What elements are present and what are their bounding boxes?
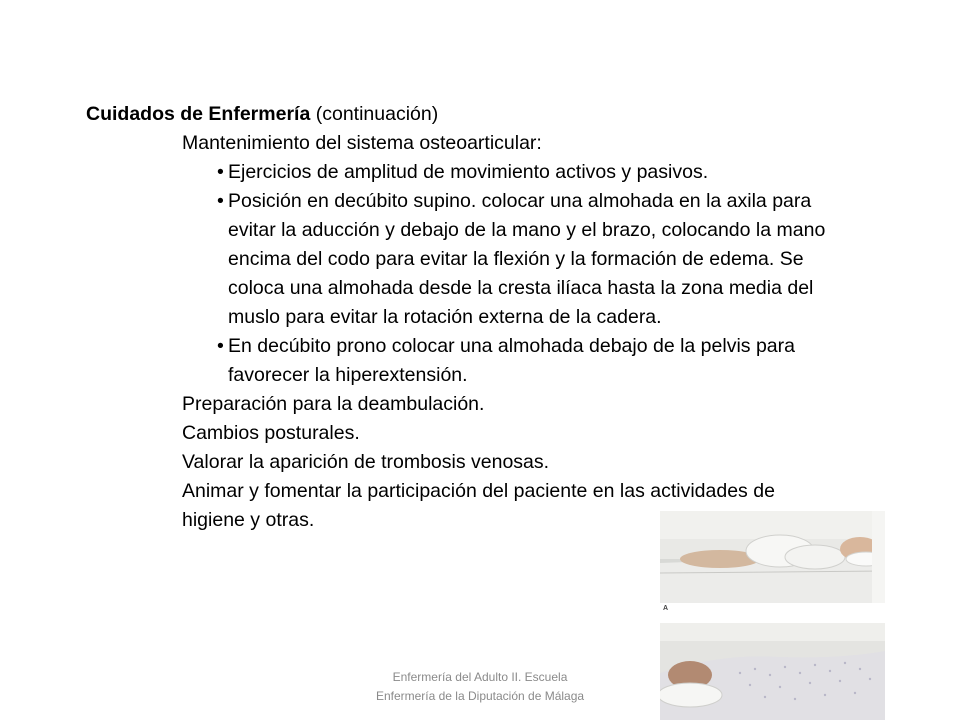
item-participacion: Animar y fomentar la participación del paciente en las actividades de — [182, 480, 775, 502]
supine-position-photo — [660, 511, 885, 603]
item-participacion-continuation: higiene y otras. — [182, 509, 315, 531]
slide-heading — [86, 100, 916, 129]
footer-line-2: Enfermería de la Diputación de Málaga — [375, 689, 585, 703]
bullet-3-continuation: favorecer la hiperextensión. — [228, 364, 468, 386]
footer-line-1: Enfermería del Adulto II. Escuela — [392, 670, 568, 684]
bullet-text: Posición en decúbito supino. colocar una almohada en la axila para — [228, 190, 812, 212]
slide-footer — [320, 668, 640, 706]
bullet-2-continuation: encima del codo para evitar la flexión y la formación de edema. Se — [228, 248, 804, 270]
bullet-dot: • — [217, 335, 224, 357]
bullet-1 — [86, 158, 916, 187]
patient-positioning-photo — [660, 511, 885, 720]
heading-bold: Cuidados de Enfermería — [86, 103, 311, 125]
item-deambulacion: Preparación para la deambulación. — [182, 393, 485, 415]
bullet-2-continuation: coloca una almohada desde la cresta ilíaca hasta la zona media del — [228, 277, 814, 299]
slide-body — [86, 100, 916, 535]
item-trombosis: Valorar la aparición de trombosis venosas. — [182, 451, 550, 473]
bullet-dot: • — [217, 161, 224, 183]
item-cambios-posturales: Cambios posturales. — [182, 422, 360, 444]
heading-rest: (continuación) — [310, 103, 439, 125]
prone-position-photo — [660, 623, 885, 720]
subheading: Mantenimiento del sistema osteoarticular: — [182, 132, 542, 154]
bullet-2-continuation: muslo para evitar la rotación externa de la cadera. — [228, 306, 662, 328]
bullet-2 — [86, 187, 916, 216]
bullet-text: Ejercicios de amplitud de movimiento activos y pasivos. — [228, 161, 709, 183]
bullet-dot: • — [217, 190, 224, 212]
bullet-text: En decúbito prono colocar una almohada debajo de la pelvis para — [228, 335, 795, 357]
panel-letter: A — [663, 605, 669, 612]
bullet-3 — [86, 332, 916, 361]
bullet-2-continuation: evitar la aducción y debajo de la mano y el brazo, colocando la mano — [228, 219, 826, 241]
